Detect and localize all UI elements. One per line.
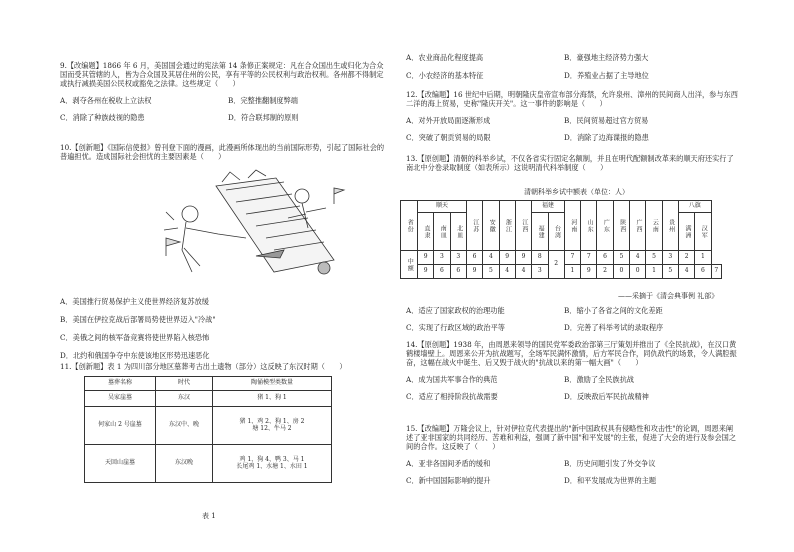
- table-cell: 3: [662, 251, 678, 265]
- table-header: 北皿: [450, 213, 466, 251]
- question-10: [60, 143, 390, 161]
- question-14: [406, 340, 740, 401]
- table-cell: 1: [564, 265, 580, 279]
- question-14-option-d[interactable]: D．反映敌后军民抗战精神: [564, 392, 649, 401]
- table-cell: 2: [679, 251, 695, 265]
- table-cell: 5: [483, 265, 499, 279]
- question-13-option-a[interactable]: A．适应了国家政权的治理功能: [406, 306, 505, 315]
- table-header: 墓葬名称: [85, 377, 156, 391]
- table-cell: 猪 1、鸡 2、狗 1、房 2 塘 12、牛马 2: [213, 407, 332, 445]
- question-12-option-a[interactable]: A．对外开放局面逐渐形成: [406, 116, 491, 125]
- table-cell: 4: [483, 251, 499, 265]
- question-13: [406, 154, 740, 172]
- question-10-option-c[interactable]: C．美俄之间的核军备竞赛将使世界陷入核恐怖: [60, 333, 210, 342]
- question-11-table: [84, 376, 332, 483]
- question-12: [406, 90, 740, 142]
- table-cell: 8: [532, 251, 548, 265]
- political-cartoon-image: [156, 168, 346, 280]
- table-cell: 0: [630, 265, 646, 279]
- table-cell: 4: [630, 251, 646, 265]
- question-13-table: [400, 200, 722, 279]
- table-header: 满洲: [679, 213, 695, 251]
- question-9-stem: 9.【改编题】1866 年 6 月，美国国会通过的宪法第 14 条修正案规定：凡在合众国出生或归化为合众国而受其管辖的人，皆为合众国及其居住州的公民，享有平等的公民权利与政治权利。各州都不得制定或执行减损美国公民权或豁免之法律。这些规定（ ）: [60, 61, 384, 88]
- table-cell: 鸡 1、狗 4、鸭 3、马 1 长尾鸡 1、水塘 1、水田 1: [213, 445, 332, 483]
- table-title: 清朝科举乡试中额表（单位：人）: [524, 188, 629, 196]
- table-header: 广西: [630, 201, 646, 251]
- question-9-option-c[interactable]: C．消除了种族歧视的隐患: [60, 113, 145, 122]
- question-13-options: [406, 306, 740, 332]
- table-header: 福建: [532, 213, 548, 251]
- table-cell: 9: [418, 251, 434, 265]
- table-cell: 东汉中、晚: [156, 407, 213, 445]
- question-10-option-a[interactable]: A．美国推行贸易保护主义使世界经济复苏放缓: [60, 297, 209, 306]
- table-cell: 1: [646, 265, 662, 279]
- table-header: 台湾: [548, 213, 564, 251]
- question-14-stem: 14.【原创题】1938 年，由周恩来领导的国民党军委政治部第三厅策划并推出了《全民抗战》，在汉口黄鹤楼墙壁上。周恩来公开为抗战题写，全场军民满怀激情，后方军民合作，同仇敌忾的场景，令人满腔振奋，这幅在战火中诞生、后又毁于战火的"抗战以来的第一幅大画"（ ）: [406, 340, 737, 367]
- table-cell: 7: [581, 251, 597, 265]
- question-15-option-c[interactable]: C．新中国国际影响的提升: [406, 476, 491, 485]
- table-cell: 7: [564, 251, 580, 265]
- table-cell: 9: [418, 265, 434, 279]
- table-cell: 2: [597, 265, 613, 279]
- question-11-options: [406, 53, 740, 80]
- question-14-option-c[interactable]: C．适应了相持阶段抗战需要: [406, 392, 498, 401]
- question-10-options: [60, 288, 390, 360]
- table-cell: 9: [499, 251, 515, 265]
- question-9-option-a[interactable]: A．剥夺各州在税收上立法权: [60, 96, 152, 105]
- question-9-option-b[interactable]: B．完整推翻制度弊端: [228, 96, 298, 105]
- question-12-stem: 12.【改编题】16 世纪中后期，明朝隆庆皇帝宣布部分海禁，允许泉州、漳州的民间商人出洋，参与东西二洋的海上贸易，史称"隆庆开关"。这一事件的影响是（ ）: [406, 90, 738, 108]
- table-cell: 5: [646, 251, 662, 265]
- question-10-option-d[interactable]: D．北约和俄国争夺中东使该地区形势迅速恶化: [60, 351, 210, 360]
- table-caption: 表 1: [202, 512, 216, 520]
- table-cell: 0: [613, 265, 629, 279]
- table-cell: 4: [679, 265, 695, 279]
- question-15-stem: 15.【改编题】万隆会议上，针对伊拉克代表提出的"新中国政权具有侵略性和攻击性"的论调，周恩来阐述了亚非国家的共同经历、苦难和利益，强调了新中国"和平发展"的主张，促进了大会的进行及参会国之间的合作。这反映了（ ）: [406, 424, 737, 451]
- question-13-stem: 13.【原创题】清朝的科举乡试，不仅各省实行固定名额制，并且在明代配额制改革来的顺天府还实行了南北中分卷录取制度（如表所示）这说明清代科举制度（ ）: [406, 154, 734, 172]
- table-header: 陕西: [613, 201, 629, 251]
- question-15-option-a[interactable]: A．亚非各国间矛盾的缓和: [406, 459, 491, 468]
- table-header: 江苏: [466, 201, 482, 251]
- table-cell: 6: [434, 265, 450, 279]
- question-11-stem: 11.【创新题】表 1 为四川部分地区墓葬考古出土遗物（部分）这反映了东汉时期（ ）: [60, 362, 347, 371]
- question-11-option-d[interactable]: D．养殖业占据了主导地位: [564, 71, 649, 80]
- table-cell: 吴家崖墓: [85, 391, 156, 407]
- table-cell: 4: [515, 265, 531, 279]
- table-cell: 5: [613, 251, 629, 265]
- table-cell: 天回山崖墓: [85, 445, 156, 483]
- table-cell: 9: [581, 265, 597, 279]
- question-9: [60, 61, 390, 122]
- question-11-option-b[interactable]: B．豪强地主经济势力强大: [564, 53, 649, 62]
- question-13-option-b[interactable]: B．缩小了各省之间的文化差距: [564, 306, 663, 315]
- table-source: ——采摘于《清会典事例 礼部》: [618, 292, 719, 300]
- question-15: [406, 424, 740, 485]
- question-11-option-c[interactable]: C．小农经济的基本特征: [406, 71, 484, 80]
- question-15-option-d[interactable]: D．和平发展成为世界的主题: [564, 476, 657, 485]
- table-cell: 猪 1、狗 1: [213, 391, 332, 407]
- question-14-option-b[interactable]: B．激励了全民族抗战: [564, 375, 634, 384]
- table-header: 山东: [581, 201, 597, 251]
- table-header: 广东: [597, 201, 613, 251]
- table-header: 云南: [646, 201, 662, 251]
- table-cell: 何家山 2 号崖墓: [85, 407, 156, 445]
- table-header: 浙江: [499, 201, 515, 251]
- question-13-option-c[interactable]: C．实现了行政区域的政治平等: [406, 323, 505, 332]
- table-header: 江西: [515, 201, 531, 251]
- table-cell: 3: [434, 251, 450, 265]
- table-group-header: 八旗: [679, 201, 712, 213]
- question-10-option-b[interactable]: B．美国在伊拉克战后部署局势使世界迈入"冷战": [60, 315, 216, 324]
- table-cell: 6: [695, 265, 711, 279]
- table-cell: 东汉晚: [156, 445, 213, 483]
- table-cell: 9: [466, 265, 482, 279]
- question-11: [60, 362, 390, 371]
- table-group-header: 顺天: [418, 201, 467, 213]
- table-header: 南皿: [434, 213, 450, 251]
- table-cell: 6: [450, 265, 466, 279]
- table-header: 省份: [401, 201, 418, 251]
- question-12-option-d[interactable]: D．消除了边海谍报的隐患: [564, 133, 649, 142]
- table-cell: 1: [695, 251, 711, 265]
- question-10-stem: 10.【创新题】《国际信使报》曾刊登下面的漫画，此漫画所体现出的当前国际形势，引起了国际社会的普遍担忧。造成国际社会担忧的主要因素是（ ）: [60, 143, 385, 161]
- table-cell: 3: [532, 265, 548, 279]
- table-cell: 3: [450, 251, 466, 265]
- table-header: 陶俑模型类数量: [213, 377, 332, 391]
- table-cell: 7: [711, 265, 721, 279]
- question-12-option-c[interactable]: C．突破了朝贡贸易的局限: [406, 133, 491, 142]
- table-header: 时代: [156, 377, 213, 391]
- table-header: 河南: [564, 201, 580, 251]
- table-cell: 6: [597, 251, 613, 265]
- table-header: 贵州: [662, 201, 678, 251]
- question-11-option-a[interactable]: A．农业商品化程度提高: [406, 53, 484, 62]
- table-cell: 东汉: [156, 391, 213, 407]
- table-group-header: 福建: [532, 201, 565, 213]
- question-15-option-b[interactable]: B．历史问题引发了外交争议: [564, 459, 656, 468]
- table-cell: 4: [499, 265, 515, 279]
- question-14-option-a[interactable]: A．成为国共军事合作的典范: [406, 375, 498, 384]
- question-12-option-b[interactable]: B．民间贸易超过官方贸易: [564, 116, 649, 125]
- table-header: 汉军: [695, 213, 711, 251]
- table-cell: 9: [515, 251, 531, 265]
- table-cell: 5: [662, 265, 678, 279]
- table-header: 直隶: [418, 213, 434, 251]
- table-row-label: 中额: [401, 251, 418, 279]
- question-13-option-d[interactable]: D．完善了科举考试的录取程序: [564, 323, 664, 332]
- question-9-option-d[interactable]: D．符合联邦制的原则: [228, 113, 299, 122]
- table-cell: 2: [548, 251, 564, 279]
- table-cell: 6: [466, 251, 482, 265]
- table-header: 安徽: [483, 201, 499, 251]
